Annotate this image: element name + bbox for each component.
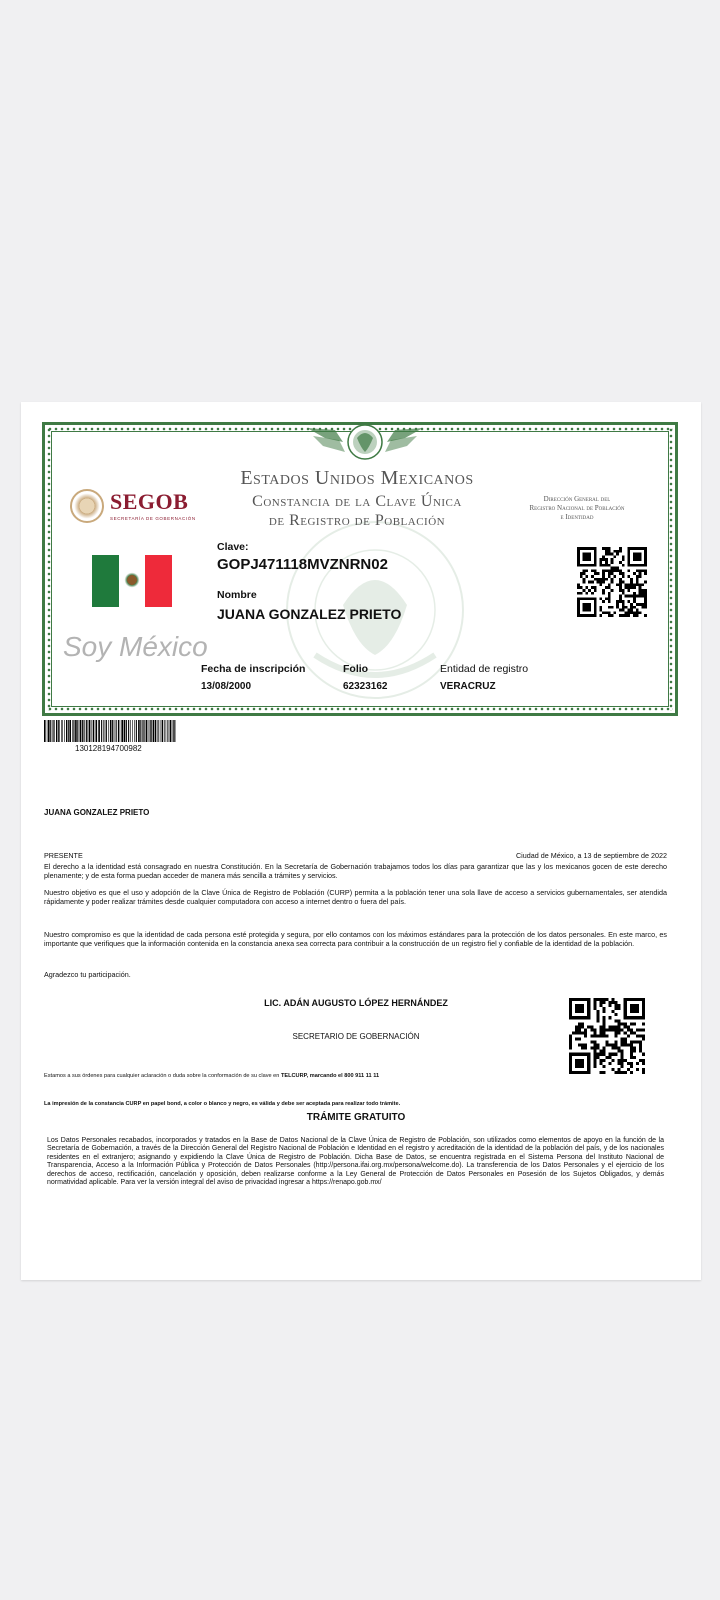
watermark-seal-icon [255,505,495,705]
fecha-label: Fecha de inscripción [201,663,306,675]
recipient-name: JUANA GONZALEZ PRIETO [44,808,150,817]
segob-seal-icon [70,489,104,523]
segob-subtitle: SECRETARÍA DE GOBERNACIÓN [110,516,196,521]
nombre-value: JUANA GONZALEZ PRIETO [217,606,402,622]
segob-wordmark: SEGOB [110,489,189,514]
national-emblem-icon [305,422,425,468]
country-title: Estados Unidos Mexicanos [240,467,474,489]
entidad-label: Entidad de registro [440,663,529,675]
folio-label: Folio [343,663,369,675]
folio-value: 62323162 [343,681,388,692]
privacy-notice: Los Datos Personales recabados, incorporados y tratados en la Base de Datos Nacional de la Clave Única de Registro de Población, son utilizados como elementos de apoyo en la función de la Secretaría de Gobernación, a través de la Dirección General del Registro Nacional de Población e Identidad en el registro y acreditación de la identidad de la población del país, y de los nacionales residentes en el extranjero; asignando y expidiendo la Clave Única de Registro de Población. Dicha Base de Datos, se encuentra registrada en el Sistema Persona del Instituto Nacional de Transparencia, Acceso a la Información Pública y Protección de Datos Personales (http://persona.ifai.org.mx/persona/welcome.do). La transferencia de los Datos Personales y el ejercicio de los derechos de acceso, rectificación, cancelación y oposición, deben realizarse conforme a la Ley General de Protección de Datos Personales en Posesión de los Sujetos Obligados, y demás normatividad aplicable. Para ver la versión integral del aviso de privacidad ingresar a https://renapo.gob.mx/ [47,1137,664,1187]
print-notice: La impresión de la constancia CURP en papel bond, a color o blanco y negro, es válida y debe ser aceptada para realizar todo trámite. [44,1101,401,1107]
direction-line-2: Registro Nacional de Población [529,504,625,512]
right-border-pattern [669,427,673,711]
contact-line [44,1072,564,1081]
segob-logo [70,489,196,523]
entidad-value: VERACRUZ [440,681,496,692]
title-line-2: de Registro de Población [268,512,446,529]
free-procedure-label: TRÁMITE GRATUITO [306,1112,406,1123]
fecha-value: 13/08/2000 [201,681,252,692]
direction-name [507,495,647,522]
curp-certificate [42,422,678,716]
contact-phone: TELCURP, marcando el 800 911 11 11 [280,1073,380,1079]
greeting: PRESENTE [44,851,83,860]
slogan: Soy México [63,631,208,662]
mexico-flag-icon [92,555,172,607]
clave-value: GOPJ471118MVZNRN02 [217,556,388,573]
direction-line-3: e Identidad [560,513,594,521]
contact-text: Estamos a sus órdenes para cualquier aclaración o duda sobre la conformación de su clave en [44,1073,281,1079]
certificate-title [207,492,507,530]
bottom-border-pattern [47,707,673,711]
document-page [21,402,701,1280]
barcode [44,720,176,742]
paragraph-3: Nuestro compromiso es que la identidad de cada persona esté protegida y segura, por ello contamos con los máximos estándares para la protección de los datos personales. En este marco, es importante que verifiques que la información contenida en la constancia anexa sea correcta para contribuir a la construcción de un registro fiel y confiable de la identidad de la población. [44,930,667,948]
thanks: Agradezco tu participación. [44,970,131,979]
clave-label: Clave: [217,541,249,553]
signer-title: SECRETARIO DE GOBERNACIÓN [292,1032,420,1041]
signer-name: LIC. ADÁN AUGUSTO LÓPEZ HERNÁNDEZ [264,998,448,1008]
barcode-number: 130128194700982 [75,744,142,753]
paragraph-1: El derecho a la identidad está consagrado en nuestra Constitución. En la Secretaría de Gobernación trabajamos todos los días para garantizar que las y los mexicanos gocen de este derecho plenamente; y de esta forma puedan acceder de manera más sencilla a trámites y servicios. [44,862,667,880]
paragraph-2: Nuestro objetivo es que el uso y adopción de la Clave Única de Registro de Población (CURP) permita a la población tener una sola llave de acceso a servicios gubernamentales, ser atendida rápidamente y poder realizar trámites desde cualquier computadora con acceso a internet dentro o fuera del país. [44,888,667,906]
place-date: Ciudad de México, a 13 de septiembre de 2022 [515,851,667,860]
certificate-qr-code [577,547,647,617]
letter-qr-code [569,998,645,1074]
title-line-1: Constancia de la Clave Única [252,493,462,510]
direction-line-1: Dirección General del [543,495,611,503]
nombre-label: Nombre [217,589,257,601]
